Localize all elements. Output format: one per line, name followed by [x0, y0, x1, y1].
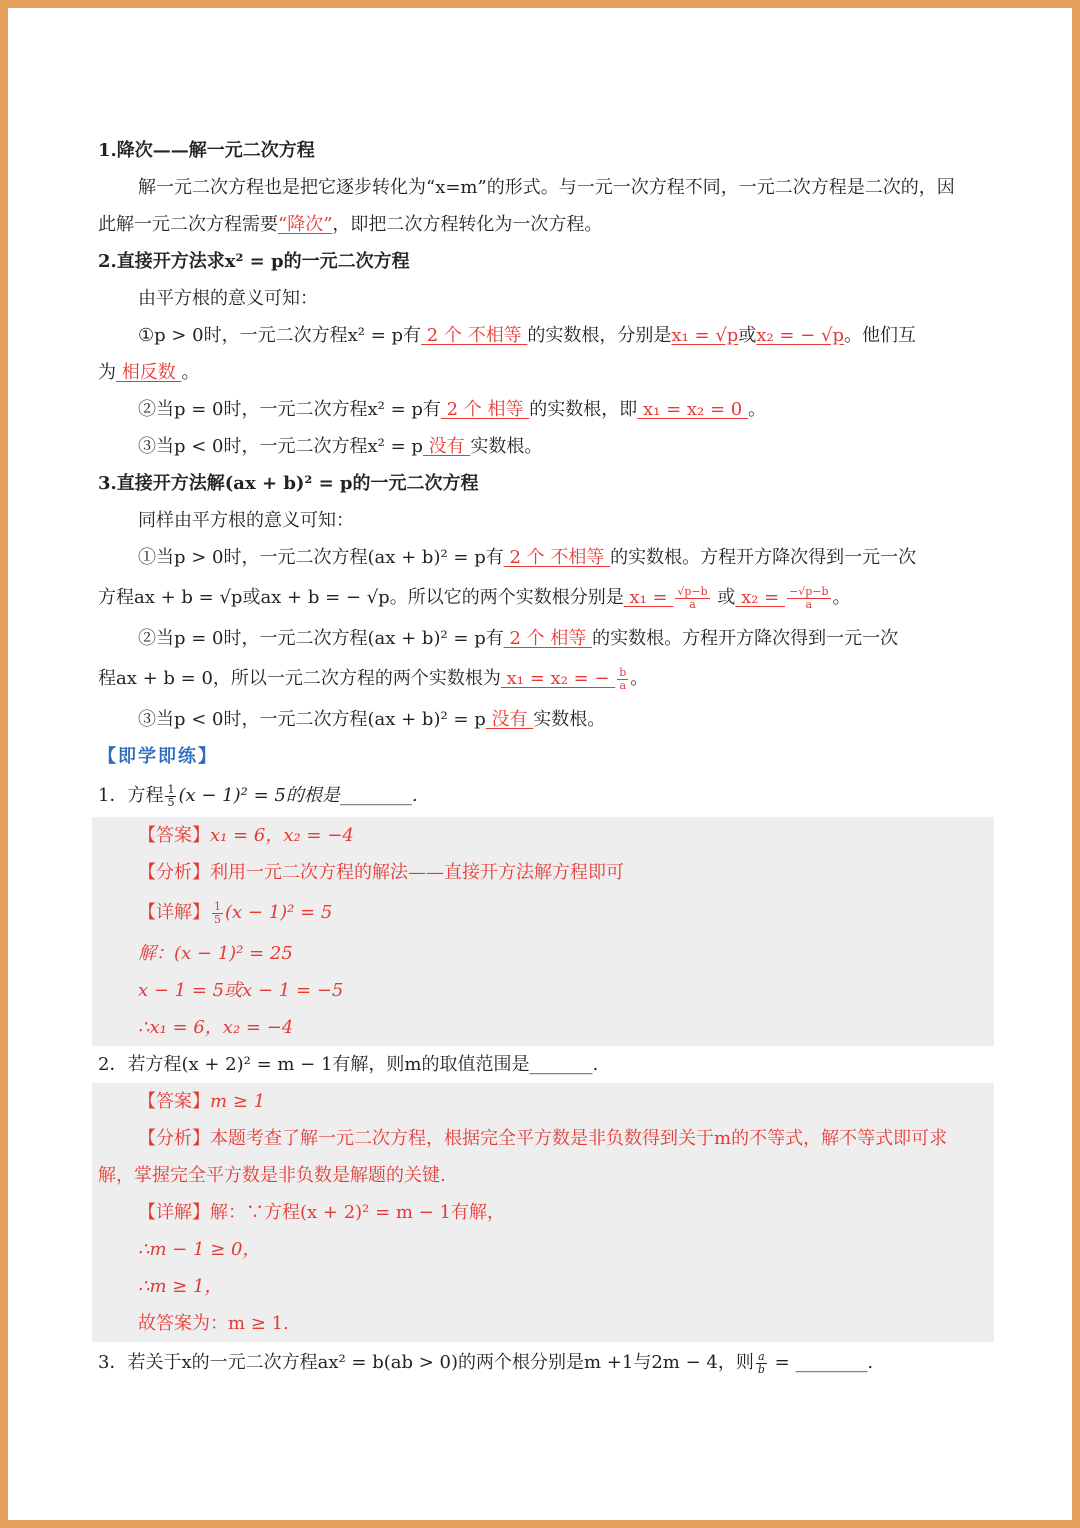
question-1-solution-box [92, 817, 994, 1046]
answer-blank: 不相等 [544, 547, 611, 568]
q2-detail [98, 1194, 994, 1231]
q1-analysis [98, 854, 994, 891]
text: ③当p < 0时，一元二次方程(ax + b)² = p [138, 709, 486, 730]
text: 程ax + b = 0，所以一元二次方程的两个实数根为 [98, 668, 501, 689]
detail-tag: 【详解】 [138, 902, 210, 923]
numerator: −√p−b [789, 584, 829, 598]
section-2-intro: 由平方根的意义可知： [138, 288, 318, 309]
text: 。 [832, 587, 851, 608]
fraction [212, 901, 223, 926]
section-3-case-2 [98, 620, 992, 657]
section-3-title: 3.直接开方法解(ax + b)² = p的一元二次方程 [98, 473, 479, 494]
section-2-case-1-cont [98, 354, 992, 391]
text: 。他们互 [844, 325, 917, 346]
answer-blank: x₂ = [735, 587, 785, 608]
text: 实数根。 [470, 436, 543, 457]
answer-tag: 【答案】 [138, 1091, 210, 1112]
text: 。 [630, 668, 649, 689]
text: 1．方程 [98, 785, 164, 806]
analysis-tag: 【分析】 [138, 1128, 210, 1149]
section-3-case-3 [98, 701, 992, 738]
detail-text: (x − 1)² = 5 [225, 902, 333, 923]
denominator: b [757, 1362, 765, 1376]
numerator: 1 [214, 899, 221, 913]
q1-step-1: 解：(x − 1)² = 25 [138, 943, 293, 964]
section-1-title: 1.降次——解一元二次方程 [98, 140, 315, 161]
text: 的实数根。方程开方降次得到一元一次 [610, 547, 917, 568]
answer-blank: x₁ = x₂ = − [500, 668, 616, 689]
document-content [98, 132, 992, 1384]
q1-answer [98, 817, 994, 854]
section-3-case-1 [98, 539, 992, 576]
fraction [756, 1351, 767, 1376]
section-3-case-1-cont [98, 576, 992, 620]
answer-text: m ≥ 1 [210, 1091, 266, 1112]
analysis-tag: 【分析】 [138, 862, 210, 883]
question-1 [98, 775, 992, 817]
q2-step-1: ∴m − 1 ≥ 0， [138, 1239, 261, 1260]
numerator: √p−b [677, 584, 708, 598]
text: 或 [717, 587, 736, 608]
denominator: a [689, 597, 696, 611]
text: ①p > 0时，一元二次方程x² = p有 [138, 325, 422, 346]
text: 此解一元二次方程需要 [98, 214, 278, 235]
detail-tag: 【详解】 [138, 1202, 210, 1223]
answer-blank: 2 个 [503, 547, 545, 568]
text: 。 [747, 399, 766, 420]
practice-title: 【即学即练】 [98, 746, 218, 767]
text: (x − 1)² = 5的根是________. [178, 785, 418, 806]
text: ③当p < 0时，一元二次方程x² = p [138, 436, 423, 457]
answer-blank: 相反数 [116, 362, 182, 383]
analysis-text: 本题考查了解一元二次方程，根据完全平方数是非负数得到关于m的不等式，解不等式即可求 [210, 1128, 948, 1149]
denominator: a [619, 678, 627, 692]
numerator: a [756, 1351, 767, 1364]
text: 的实数根。方程开方降次得到一元一次 [592, 628, 899, 649]
q2-answer [98, 1083, 994, 1120]
q1-step-2: x − 1 = 5或x − 1 = −5 [138, 980, 344, 1001]
denominator: 5 [167, 795, 175, 809]
fraction [617, 667, 628, 692]
q1-step-3: ∴x₁ = 6，x₂ = −4 [138, 1017, 294, 1038]
text: 的实数根，分别是 [527, 325, 672, 346]
q2-analysis-cont: 解，掌握完全平方数是非负数是解题的关键. [98, 1165, 446, 1186]
text: ①当p > 0时，一元二次方程(ax + b)² = p有 [138, 547, 504, 568]
answer-blank: x₁ = √p [671, 325, 739, 346]
text: = ________. [768, 1352, 874, 1373]
q1-detail [98, 891, 994, 935]
numerator: b [619, 665, 627, 679]
document-page [8, 8, 1072, 1520]
fraction [787, 586, 831, 611]
denominator: 5 [214, 912, 221, 926]
section-2-case-2 [98, 391, 992, 428]
section-2-title: 2.直接开方法求x² = p的一元二次方程 [98, 251, 410, 272]
analysis-text: 利用一元二次方程的解法——直接开方法解方程即可 [210, 862, 624, 883]
answer-blank: “降次” [278, 214, 333, 235]
answer-blank: 不相等 [461, 325, 528, 346]
answer-blank: 没有 [485, 709, 534, 730]
section-3-intro: 同样由平方根的意义可知： [138, 510, 354, 531]
answer-blank: x₁ = x₂ = 0 [637, 399, 748, 420]
question-2-solution-box [92, 1083, 994, 1342]
text: 3．若关于x的一元二次方程ax² = b(ab > 0)的两个根分别是m +1与2m − 4，则 [98, 1352, 754, 1373]
section-1-paragraph-line-1: 解一元二次方程也是把它逐步转化为“x=m”的形式。与一元一次方程不同，一元二次方程是二次的，因 [138, 177, 955, 198]
section-2-case-3 [98, 428, 992, 465]
fraction [165, 784, 176, 809]
numerator: 1 [167, 782, 175, 796]
detail-text: 解：∵方程(x + 2)² = m − 1有解， [210, 1202, 505, 1223]
fraction [675, 586, 709, 611]
answer-blank: x₁ = [623, 587, 674, 608]
answer-blank: x₂ = − √p [756, 325, 845, 346]
text: 为 [98, 362, 116, 383]
section-3-case-2-cont [98, 657, 992, 701]
question-3 [98, 1342, 992, 1384]
text: 实数根。 [533, 709, 606, 730]
answer-blank: 2 个 [503, 628, 545, 649]
answer-text: x₁ = 6，x₂ = −4 [210, 825, 354, 846]
q2-analysis [98, 1120, 994, 1157]
text: 。 [181, 362, 200, 383]
text: 或 [738, 325, 757, 346]
text: 方程ax + b = √p或ax + b = − √p。所以它的两个实数根分别是 [98, 587, 624, 608]
answer-blank: 2 个 [440, 399, 482, 420]
answer-blank: 2 个 [421, 325, 462, 346]
text: ，即把二次方程转化为一次方程。 [332, 214, 603, 235]
answer-blank: 没有 [422, 436, 471, 457]
question-2: 2．若方程(x + 2)² = m − 1有解，则m的取值范围是_______. [98, 1054, 599, 1075]
answer-blank: 相等 [481, 399, 530, 420]
text: ②当p = 0时，一元二次方程x² = p有 [138, 399, 441, 420]
answer-blank: 相等 [544, 628, 593, 649]
q2-step-3: 故答案为：m ≥ 1. [138, 1313, 289, 1334]
text: 的实数根，即 [529, 399, 638, 420]
denominator: a [805, 597, 813, 611]
section-1-paragraph-line-2 [98, 206, 992, 243]
section-2-case-1 [98, 317, 992, 354]
answer-tag: 【答案】 [138, 825, 210, 846]
text: ②当p = 0时，一元二次方程(ax + b)² = p有 [138, 628, 504, 649]
q2-step-2: ∴m ≥ 1， [138, 1276, 223, 1297]
